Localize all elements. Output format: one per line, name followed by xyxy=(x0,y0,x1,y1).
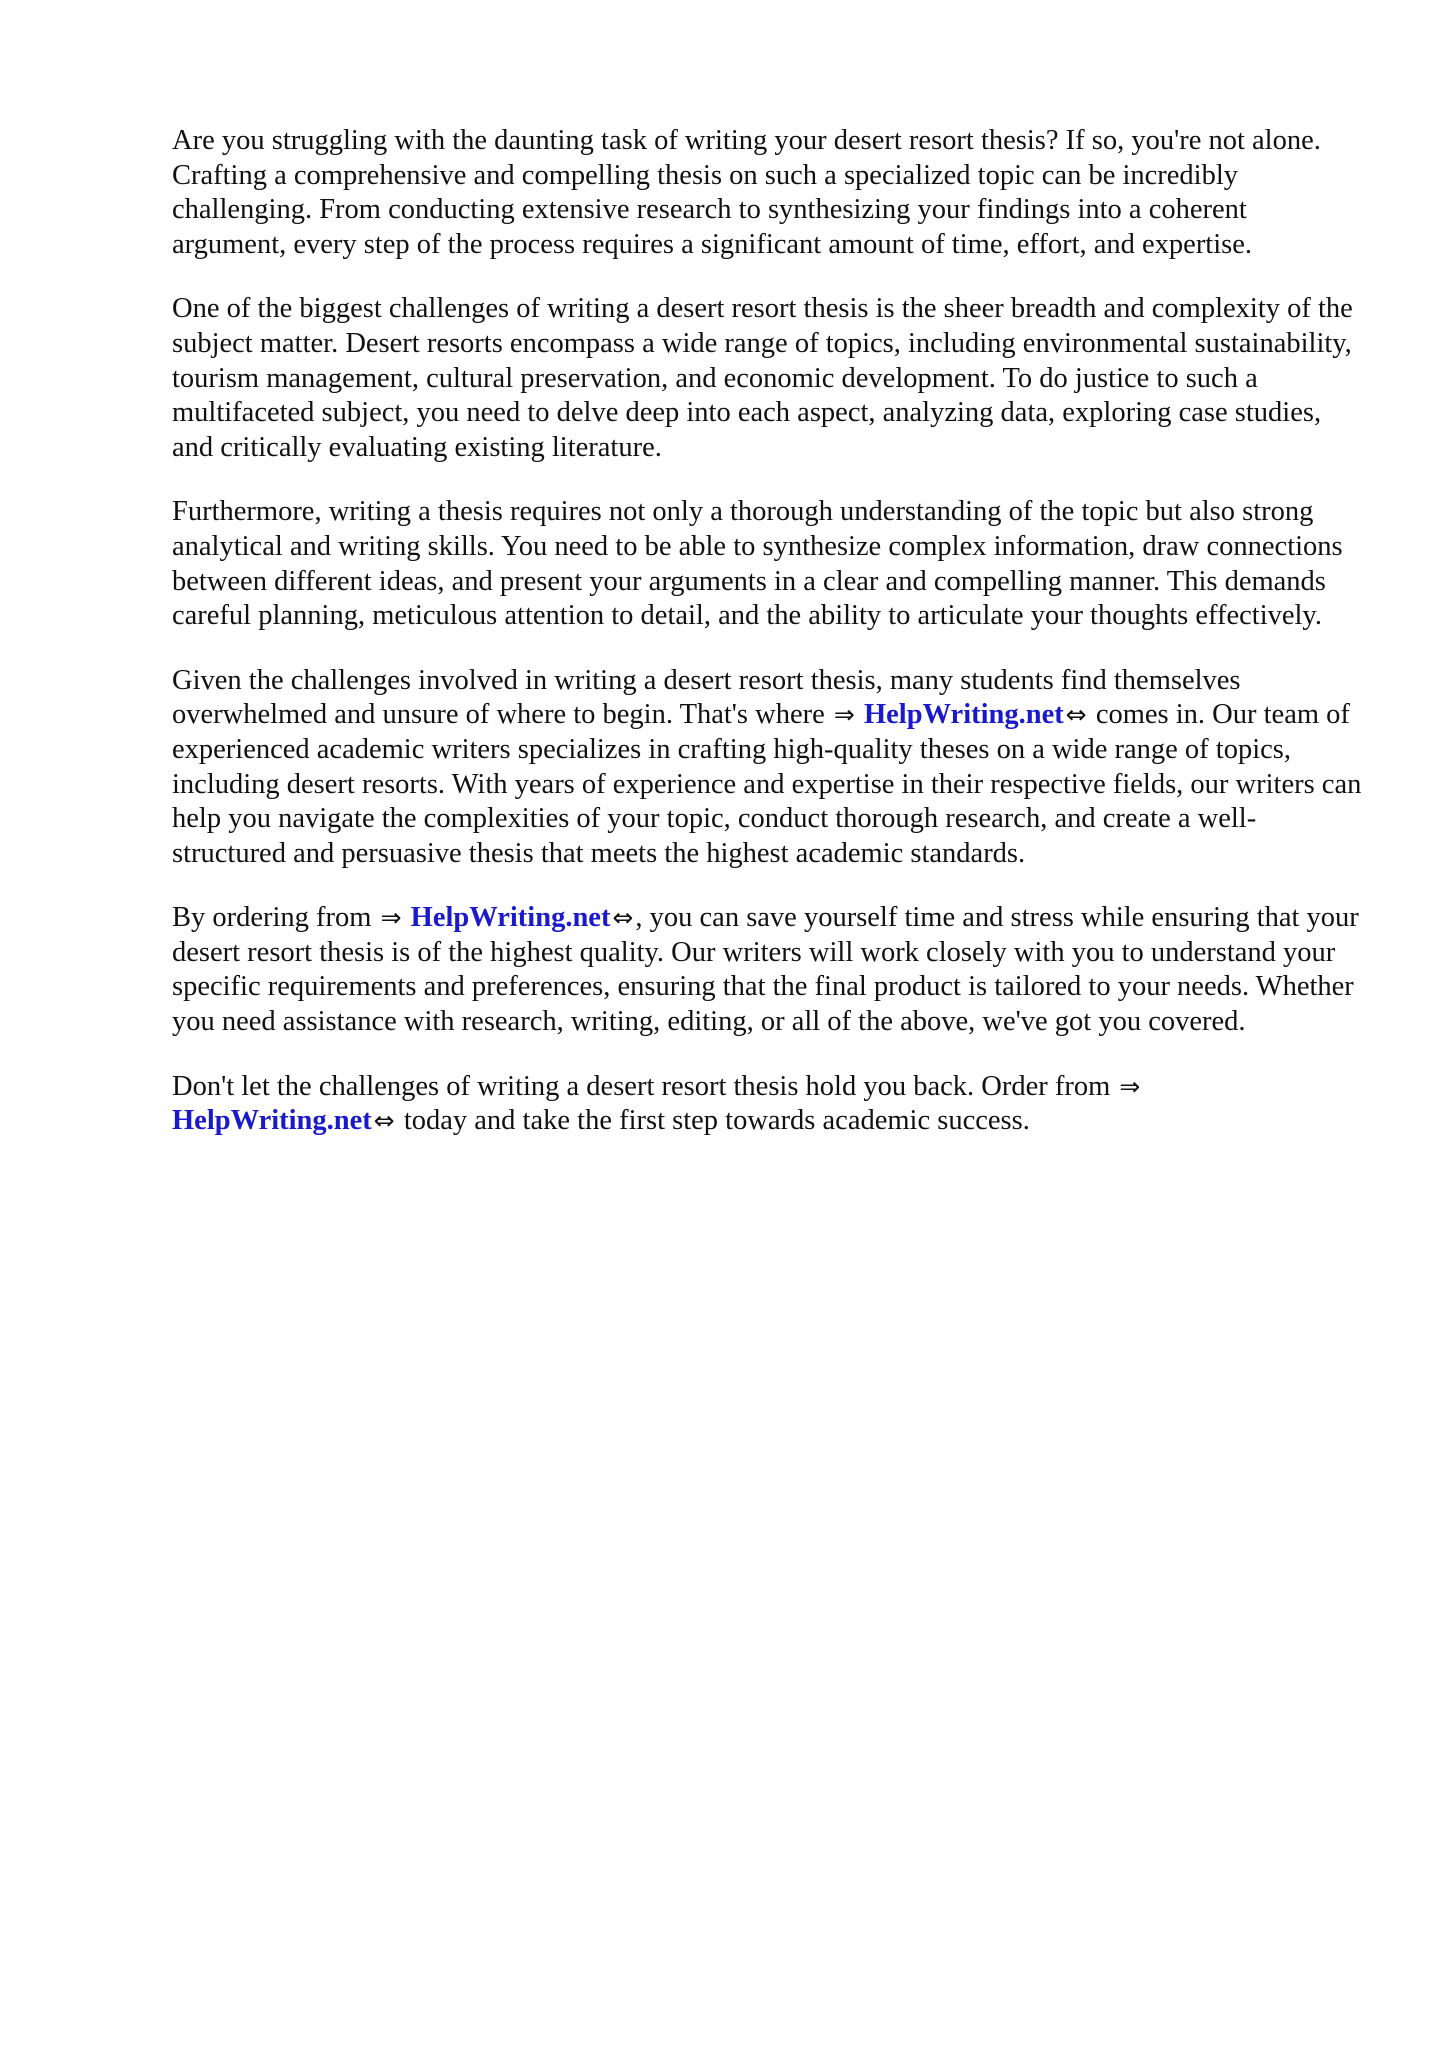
arrow-right-icon: ⇒ xyxy=(380,903,402,933)
arrow-right-icon: ⇒ xyxy=(1119,1071,1141,1101)
arrow-both-icon: ⇔ xyxy=(1065,700,1087,730)
paragraph-skills: Furthermore, writing a thesis requires not only a thorough understanding of the topic but also strong analytical and writing skills. You need to be able to synthesize complex information, draw connections between different ideas, and present your arguments in a clear and compelling manner. This demands careful planning, meticulous attention to detail, and the ability to articulate your thoughts effectively. xyxy=(172,496,1343,632)
paragraph-closing-text-before: Don't let the challenges of writing a desert resort thesis hold you back. Order from xyxy=(172,1070,1111,1102)
arrow-right-icon: ⇒ xyxy=(833,700,855,730)
paragraph-ordering-text-before: By ordering from xyxy=(172,902,372,934)
paragraph-challenges: One of the biggest challenges of writing a desert resort thesis is the sheer breadth and complexity of the subject matter. Desert resorts encompass a wide range of topics, including environmental sustainability, tourism management, cultural preservation, and economic development. To do justice to such a multifaceted subject, you need to delve deep into each aspect, analyzing data, exploring case studies, and critically evaluating existing literature. xyxy=(172,293,1353,463)
document-page xyxy=(172,124,1362,1169)
helpwriting-link[interactable]: HelpWriting.net xyxy=(863,699,1064,731)
paragraph-service xyxy=(172,664,1362,872)
paragraph-intro: Are you struggling with the daunting task of writing your desert resort thesis? If so, you're not alone. Crafting a comprehensive and compelling thesis on such a specialized topic can be incredibly challenging. From conducting extensive research to synthesizing your findings into a coherent argument, every step of the process requires a significant amount of time, effort, and expertise. xyxy=(172,125,1321,260)
paragraph-service-text-before: Given the challenges involved in writing a desert resort thesis, many students find themselves overwhelmed and unsure of where to begin. That's where xyxy=(172,664,1241,731)
helpwriting-link[interactable]: HelpWriting.net xyxy=(172,1105,372,1137)
paragraph-closing-text-after: today and take the first step towards academic success. xyxy=(403,1105,1030,1137)
paragraph-closing xyxy=(172,1070,1362,1139)
arrow-both-icon: ⇔ xyxy=(612,903,634,933)
arrow-both-icon: ⇔ xyxy=(373,1106,395,1136)
paragraph-ordering xyxy=(172,901,1362,1039)
paragraph-service-text-after: comes in. Our team of experienced academic writers specializes in crafting high-quality theses on a wide range of topics, including desert resorts. With years of experience and expertise in their respective fields, our writers can help you navigate the complexities of your topic, conduct thorough research, and create a well-structured and persuasive thesis that meets the highest academic standards. xyxy=(172,699,1362,869)
helpwriting-link[interactable]: HelpWriting.net xyxy=(410,902,611,934)
paragraph-ordering-text-after: , you can save yourself time and stress while ensuring that your desert resort thesis is of the highest quality. Our writers will work closely with you to understand your specific requirements and preferences, ensuring that the final product is tailored to your needs. Whether you need assistance with research, writing, editing, or all of the above, we've got you covered. xyxy=(172,902,1359,1038)
